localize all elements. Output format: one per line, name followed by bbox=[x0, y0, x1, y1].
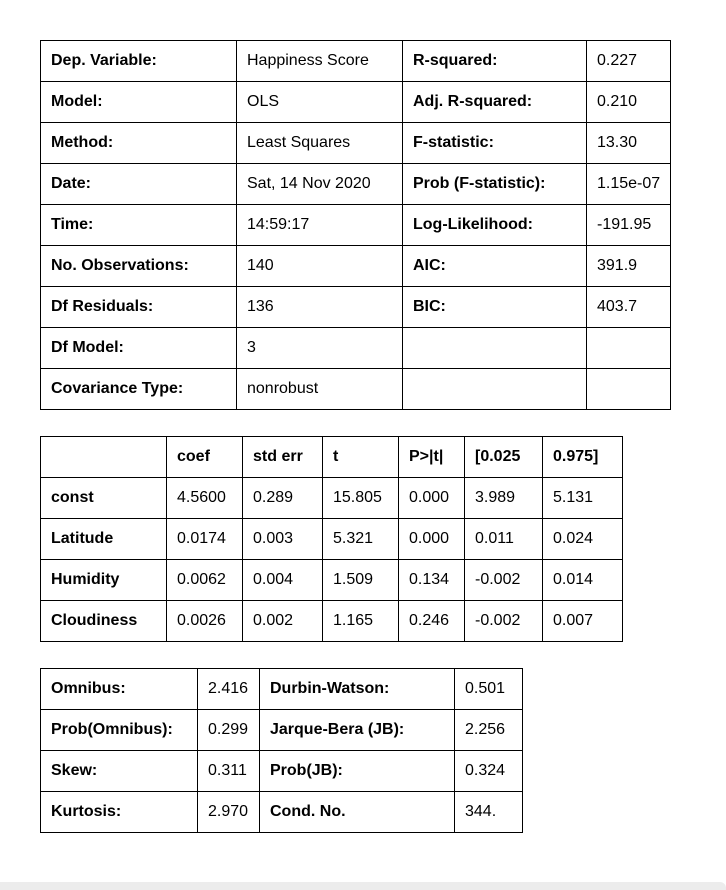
diagnostic-label-cell: Prob(JB): bbox=[260, 751, 455, 792]
summary-value-cell: OLS bbox=[237, 82, 403, 123]
coef-value-cell: 0.024 bbox=[543, 519, 623, 560]
diagnostic-value-cell: 0.311 bbox=[198, 751, 260, 792]
summary-value-cell: 136 bbox=[237, 287, 403, 328]
summary-value-cell: 140 bbox=[237, 246, 403, 287]
summary-label-cell: Dep. Variable: bbox=[41, 41, 237, 82]
coef-header-cell: t bbox=[323, 437, 399, 478]
summary-value-cell: Least Squares bbox=[237, 123, 403, 164]
coef-value-cell: 4.5600 bbox=[167, 478, 243, 519]
summary-label-cell: Time: bbox=[41, 205, 237, 246]
summary-label-cell: No. Observations: bbox=[41, 246, 237, 287]
summary-label-cell: R-squared: bbox=[403, 41, 587, 82]
diagnostic-value-cell: 2.256 bbox=[455, 710, 523, 751]
diagnostic-value-cell: 2.970 bbox=[198, 792, 260, 833]
summary-value-cell: nonrobust bbox=[237, 369, 403, 410]
table-row bbox=[41, 246, 671, 287]
summary-value-cell bbox=[587, 328, 671, 369]
table-row bbox=[41, 751, 523, 792]
coef-value-cell: 0.007 bbox=[543, 601, 623, 642]
coef-value-cell: 0.289 bbox=[243, 478, 323, 519]
summary-value-cell: 391.9 bbox=[587, 246, 671, 287]
diagnostic-label-cell: Skew: bbox=[41, 751, 198, 792]
summary-label-cell: Df Residuals: bbox=[41, 287, 237, 328]
coef-value-cell: 15.805 bbox=[323, 478, 399, 519]
summary-table bbox=[40, 40, 671, 410]
summary-value-cell: 0.210 bbox=[587, 82, 671, 123]
diagnostic-label-cell: Durbin-Watson: bbox=[260, 669, 455, 710]
coef-value-cell: 0.004 bbox=[243, 560, 323, 601]
coef-header-cell: P>|t| bbox=[399, 437, 465, 478]
diagnostic-value-cell: 0.501 bbox=[455, 669, 523, 710]
page-bottom-edge bbox=[0, 882, 726, 890]
summary-label-cell: Prob (F-statistic): bbox=[403, 164, 587, 205]
table-row bbox=[41, 328, 671, 369]
summary-label-cell: AIC: bbox=[403, 246, 587, 287]
summary-label-cell: F-statistic: bbox=[403, 123, 587, 164]
table-row bbox=[41, 164, 671, 205]
summary-label-cell: Covariance Type: bbox=[41, 369, 237, 410]
table-row bbox=[41, 123, 671, 164]
summary-value-cell bbox=[587, 369, 671, 410]
coef-value-cell: -0.002 bbox=[465, 601, 543, 642]
table-row bbox=[41, 669, 523, 710]
diagnostic-label-cell: Cond. No. bbox=[260, 792, 455, 833]
summary-value-cell: 3 bbox=[237, 328, 403, 369]
table-row bbox=[41, 601, 623, 642]
coef-header-cell bbox=[41, 437, 167, 478]
table-row bbox=[41, 205, 671, 246]
table-row bbox=[41, 369, 671, 410]
summary-value-cell: -191.95 bbox=[587, 205, 671, 246]
coef-value-cell: 0.134 bbox=[399, 560, 465, 601]
coef-header-cell: 0.975] bbox=[543, 437, 623, 478]
coef-value-cell: 0.014 bbox=[543, 560, 623, 601]
coef-value-cell: 0.246 bbox=[399, 601, 465, 642]
variable-name-cell: Humidity bbox=[41, 560, 167, 601]
summary-value-cell: Sat, 14 Nov 2020 bbox=[237, 164, 403, 205]
summary-value-cell: 1.15e-07 bbox=[587, 164, 671, 205]
variable-name-cell: Latitude bbox=[41, 519, 167, 560]
summary-value-cell: 13.30 bbox=[587, 123, 671, 164]
table-row bbox=[41, 560, 623, 601]
coef-value-cell: 0.000 bbox=[399, 519, 465, 560]
coef-value-cell: 0.011 bbox=[465, 519, 543, 560]
diagnostic-value-cell: 0.299 bbox=[198, 710, 260, 751]
table-row bbox=[41, 710, 523, 751]
diagnostic-label-cell: Omnibus: bbox=[41, 669, 198, 710]
summary-label-cell bbox=[403, 369, 587, 410]
coef-header-cell: coef bbox=[167, 437, 243, 478]
table-row bbox=[41, 519, 623, 560]
summary-value-cell: 0.227 bbox=[587, 41, 671, 82]
summary-label-cell: Method: bbox=[41, 123, 237, 164]
variable-name-cell: const bbox=[41, 478, 167, 519]
table-row bbox=[41, 792, 523, 833]
variable-name-cell: Cloudiness bbox=[41, 601, 167, 642]
diagnostic-label-cell: Jarque-Bera (JB): bbox=[260, 710, 455, 751]
diagnostic-value-cell: 2.416 bbox=[198, 669, 260, 710]
coef-value-cell: 0.002 bbox=[243, 601, 323, 642]
table-header-row bbox=[41, 437, 623, 478]
coefficients-table bbox=[40, 436, 623, 642]
coef-value-cell: 0.0062 bbox=[167, 560, 243, 601]
coef-header-cell: std err bbox=[243, 437, 323, 478]
table-row bbox=[41, 41, 671, 82]
coef-value-cell: 0.003 bbox=[243, 519, 323, 560]
coef-value-cell: 0.000 bbox=[399, 478, 465, 519]
coef-value-cell: 1.165 bbox=[323, 601, 399, 642]
diagnostic-value-cell: 344. bbox=[455, 792, 523, 833]
table-row bbox=[41, 478, 623, 519]
summary-value-cell: 403.7 bbox=[587, 287, 671, 328]
table-row bbox=[41, 287, 671, 328]
summary-label-cell: Date: bbox=[41, 164, 237, 205]
diagnostic-value-cell: 0.324 bbox=[455, 751, 523, 792]
summary-value-cell: 14:59:17 bbox=[237, 205, 403, 246]
summary-label-cell: Adj. R-squared: bbox=[403, 82, 587, 123]
diagnostics-table bbox=[40, 668, 523, 833]
coef-value-cell: 5.321 bbox=[323, 519, 399, 560]
coef-value-cell: 3.989 bbox=[465, 478, 543, 519]
table-row bbox=[41, 82, 671, 123]
coef-value-cell: 0.0026 bbox=[167, 601, 243, 642]
diagnostic-label-cell: Kurtosis: bbox=[41, 792, 198, 833]
summary-value-cell: Happiness Score bbox=[237, 41, 403, 82]
summary-label-cell: Log-Likelihood: bbox=[403, 205, 587, 246]
coef-value-cell: 5.131 bbox=[543, 478, 623, 519]
summary-label-cell: Df Model: bbox=[41, 328, 237, 369]
coef-value-cell: 0.0174 bbox=[167, 519, 243, 560]
summary-label-cell: Model: bbox=[41, 82, 237, 123]
diagnostic-label-cell: Prob(Omnibus): bbox=[41, 710, 198, 751]
coef-value-cell: 1.509 bbox=[323, 560, 399, 601]
summary-label-cell: BIC: bbox=[403, 287, 587, 328]
coef-header-cell: [0.025 bbox=[465, 437, 543, 478]
coef-value-cell: -0.002 bbox=[465, 560, 543, 601]
summary-label-cell bbox=[403, 328, 587, 369]
